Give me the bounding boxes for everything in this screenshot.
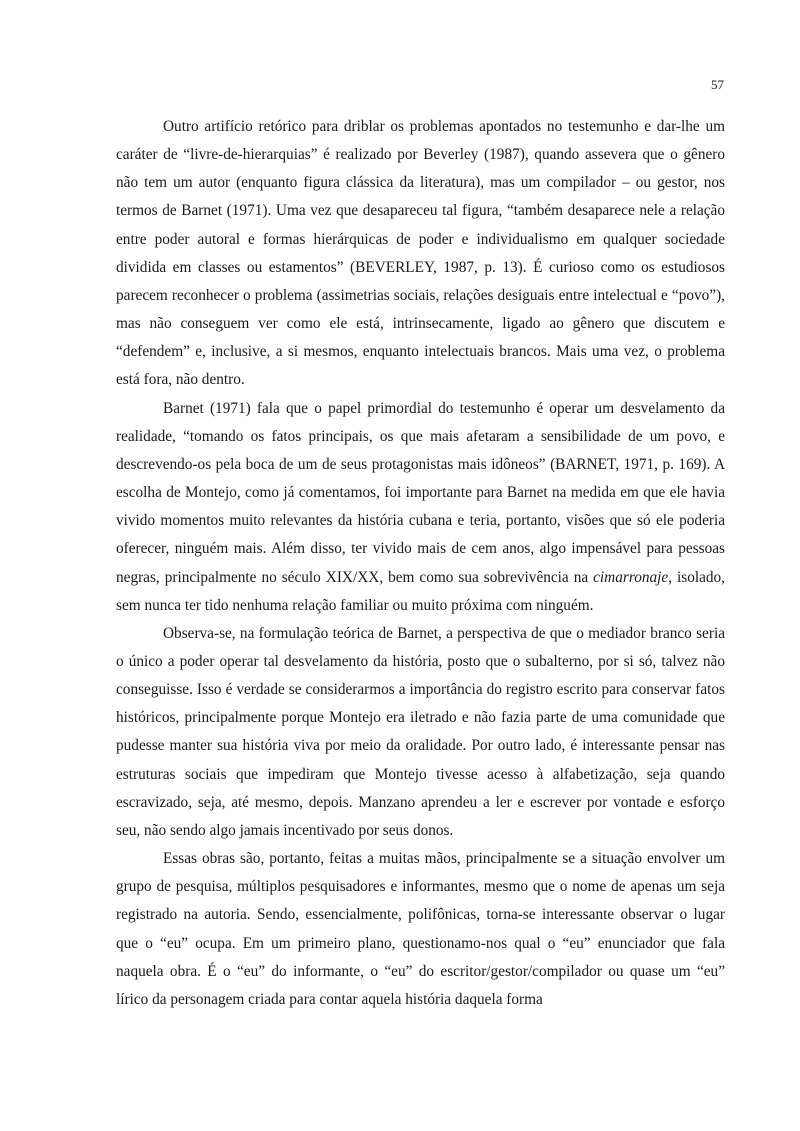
paragraph-text: Barnet (1971) fala que o papel primordial do testemunho é operar um desvelamento da realidade, “tomando os fatos principais, os que mais afetaram a sensibilidade de um povo, e descrevendo-os pela boca de um de seus protagonistas mais idôneos” (BARNET, 1971, p. 169). A escolha de Montejo, como já comentamos, foi importante para Barnet na medida em que ele havia vivido momentos muito relevantes da história cubana e teria, portanto, visões que só ele poderia oferecer, ninguém mais. Além disso, ter vivido mais de cem anos, algo impensável para pessoas negras, principalmente no século XIX/XX, bem como sua sobrevivência na [116, 399, 725, 586]
paragraph: Outro artifício retórico para driblar os problemas apontados no testemunho e dar-lhe um caráter de “livre-de-hierarquias” é realizado por Beverley (1987), quando assevera que o gênero não tem um autor (enquanto figura clássica da literatura), mas um compilador – ou gestor, nos termos de Barnet (1971). Uma vez que desapareceu tal figura, “também desaparece nele a relação entre poder autoral e formas hierárquicas de poder e individualismo em qualquer sociedade dividida em classes ou estamentos” (BEVERLEY, 1987, p. 13). É curioso como os estudiosos parecem reconhecer o problema (assimetrias sociais, relações desiguais entre intelectual e “povo”), mas não conseguem ver como ele está, intrinsecamente, ligado ao gênero que discutem e “defendem” e, inclusive, a si mesmos, enquanto intelectuais brancos. Mais uma vez, o problema está fora, não dentro. [116, 118, 725, 389]
paragraph: Essas obras são, portanto, feitas a muitas mãos, principalmente se a situação envolver um grupo de pesquisa, múltiplos pesquisadores e informantes, mesmo que o nome de apenas um seja registrado na autoria. Sendo, essencialmente, polifônicas, torna-se interessante observar o lugar que o “eu” ocupa. Em um primeiro plano, questionamo-nos qual o “eu” enunciador que fala naquela obra. É o “eu” do informante, o “eu” do escritor/gestor/compilador ou quase um “eu” lírico da personagem criada para contar aquela história daquela forma [116, 850, 725, 1008]
paragraph-text: , isolado, sem nunca ter tido nenhuma relação familiar ou muito próxima com ninguém. [116, 568, 726, 614]
page-number: 57 [711, 77, 724, 92]
paragraph: Observa-se, na formulação teórica de Barnet, a perspectiva de que o mediador branco seria o único a poder operar tal desvelamento da história, posto que o subalterno, por si só, talvez não conseguisse. Isso é verdade se considerarmos a importância do registro escrito para conservar fatos históricos, principalmente porque Montejo era iletrado e não fazia parte de uma comunidade que pudesse manter sua história viva por meio da oralidade. Por outro lado, é interessante pensar nas estruturas sociais que impediram que Montejo tivesse acesso à alfabetização, seja quando escravizado, seja, até mesmo, depois. Manzano aprendeu a ler e escrever por vontade e esforço seu, não sendo algo jamais incentivado por seus donos. [116, 624, 725, 839]
italic-term: cimarronaje [593, 568, 669, 586]
paragraph [116, 395, 725, 620]
document-body [116, 113, 725, 1014]
